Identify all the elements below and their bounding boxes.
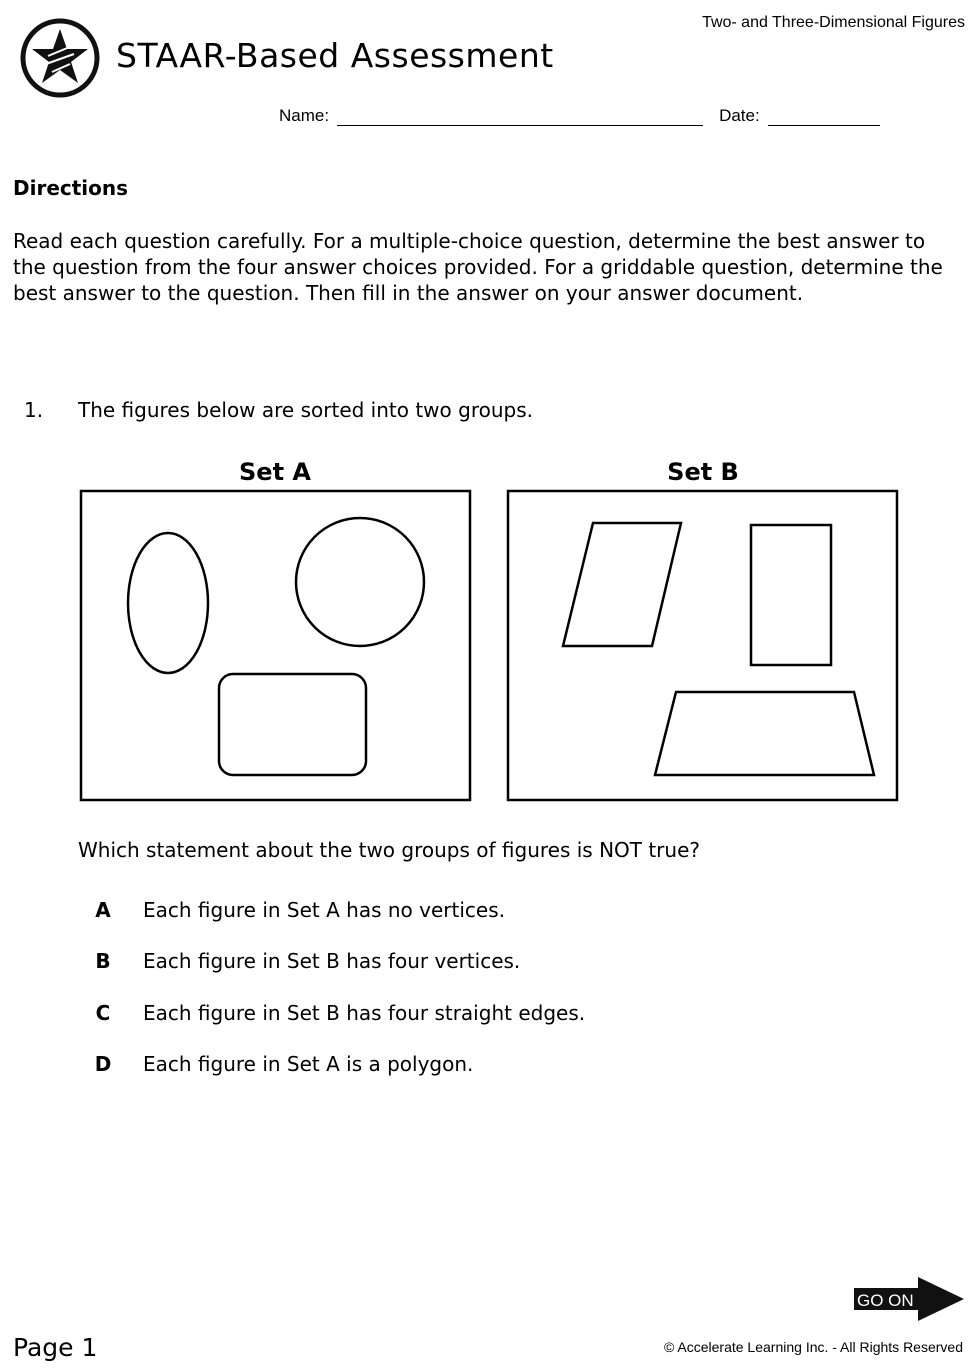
date-label: Date: [719,106,760,125]
go-on-arrow-icon [854,1277,964,1321]
choice-letter: C [95,1001,111,1025]
brand-title: STAAR-Based Assessment [116,36,554,75]
topic-title: Two- and Three-Dimensional Figures [702,14,965,31]
set-b-rectangle [751,525,831,665]
set-b-box [508,491,897,800]
copyright: © Accelerate Learning Inc. - All Rights Reserved [663,1339,963,1355]
star-logo-icon [18,16,102,100]
question-stem: Which statement about the two groups of figures is NOT true? [78,838,701,862]
set-b-parallelogram [563,523,681,646]
choice-letter: B [95,949,111,973]
set-a-box [81,491,470,800]
set-a-oval [128,533,208,673]
choice-text: Each figure in Set B has four vertices. [143,949,521,973]
set-a-circle [296,518,424,646]
choice-letter: A [95,898,111,922]
page-number: Page 1 [13,1333,98,1362]
date-field[interactable] [768,109,880,126]
set-a-rounded-rectangle [219,674,366,775]
set-a-label: Set A [239,458,311,486]
directions-heading: Directions [13,176,129,200]
name-field[interactable] [337,109,703,126]
question-prompt: The figures below are sorted into two groups. [78,398,533,422]
name-date-row [279,106,880,126]
choice-text: Each figure in Set B has four straight edges. [143,1001,586,1025]
go-on-label: GO ON [857,1291,914,1310]
choice-letter: D [94,1052,112,1076]
choice-text: Each figure in Set A has no vertices. [143,898,505,922]
choice-text: Each figure in Set A is a polygon. [143,1052,474,1076]
set-b-label: Set B [667,458,739,486]
name-label: Name: [279,106,330,125]
set-b-trapezoid [655,692,874,775]
question-number: 1. [24,398,44,422]
directions-text: Read each question carefully. For a multiple-choice question, determine the best answer to the question from the four answer choices provided. For a griddable question, determine the best answer to the question. Then fill in the answer on your answer document. [13,229,943,305]
